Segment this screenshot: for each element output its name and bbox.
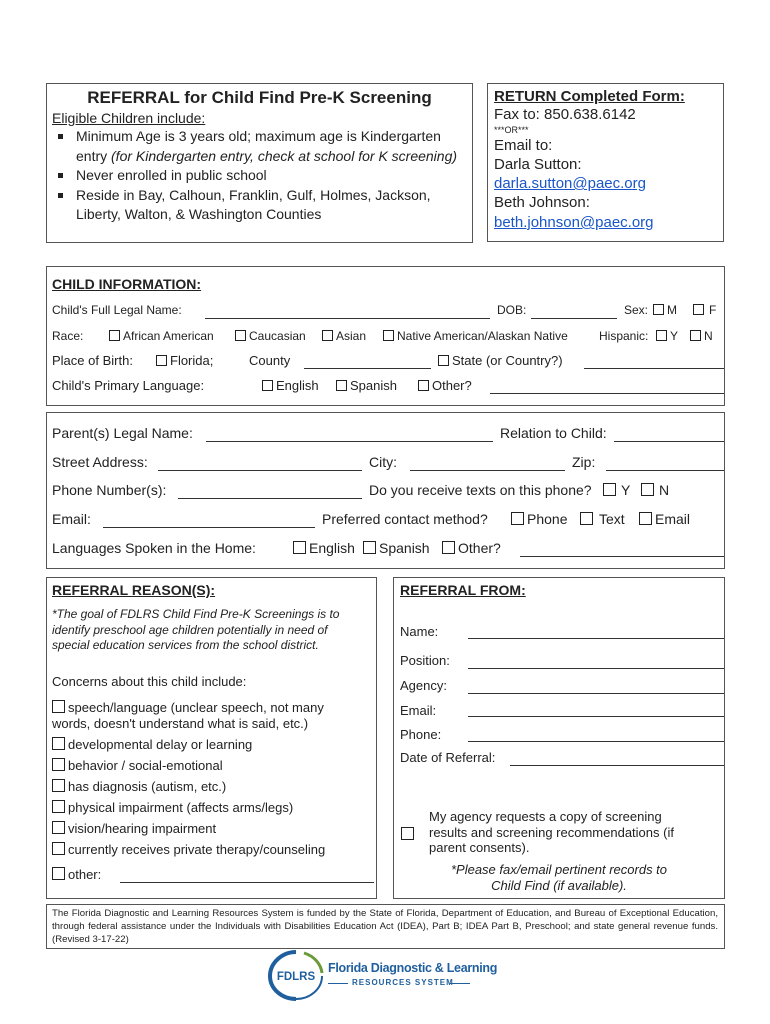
eligibility-item: Minimum Age is 3 years old; maximum age is Kindergarten entry (for Kindergarten entry, check at school for K screening) bbox=[52, 127, 470, 166]
pref-email-option[interactable]: Email bbox=[639, 511, 690, 527]
texts-y-checkbox[interactable] bbox=[603, 483, 616, 496]
from-date-label: Date of Referral: bbox=[400, 750, 496, 765]
zip-field[interactable] bbox=[606, 470, 724, 471]
fdlrs-logo bbox=[266, 949, 498, 1001]
or-separator: ***OR*** bbox=[494, 125, 529, 135]
email-label: Email: bbox=[52, 511, 91, 527]
home-english-option[interactable]: English bbox=[293, 540, 355, 556]
concern-checkbox[interactable] bbox=[52, 800, 65, 813]
concern-developmental[interactable]: developmental delay or learning bbox=[52, 737, 252, 752]
hispanic-y-option[interactable]: Y bbox=[656, 329, 678, 343]
phone-field[interactable] bbox=[178, 498, 362, 499]
lang-spanish-option[interactable]: Spanish bbox=[336, 378, 397, 393]
pref-phone-option[interactable]: Phone bbox=[511, 511, 567, 527]
texts-label: Do you receive texts on this phone? bbox=[369, 482, 592, 498]
concern-speech[interactable]: speech/language (unclear speech, not many words, doesn't understand what is said, etc.) bbox=[52, 700, 324, 731]
texts-y-option[interactable]: Y bbox=[603, 482, 630, 498]
primary-language-label: Child's Primary Language: bbox=[52, 378, 205, 393]
street-field[interactable] bbox=[158, 470, 362, 471]
copy-request-checkbox[interactable] bbox=[401, 827, 414, 840]
english-checkbox[interactable] bbox=[262, 380, 273, 391]
concern-behavior[interactable]: behavior / social-emotional bbox=[52, 758, 223, 773]
child-name-label: Child's Full Legal Name: bbox=[52, 303, 182, 317]
dob-field[interactable] bbox=[531, 318, 617, 319]
city-field[interactable] bbox=[410, 470, 565, 471]
logo-line1: Florida Diagnostic & Learning bbox=[328, 961, 498, 975]
from-position-field[interactable] bbox=[468, 668, 724, 669]
sex-f-option[interactable]: F bbox=[693, 303, 716, 317]
contact1-email-link[interactable]: darla.sutton@paec.org bbox=[494, 175, 646, 192]
eligibility-item: Reside in Bay, Calhoun, Franklin, Gulf, Holmes, Jackson, Liberty, Walton, & Washington Counties bbox=[52, 186, 470, 225]
concern-checkbox[interactable] bbox=[52, 867, 65, 880]
race-label: Race: bbox=[52, 329, 84, 343]
state-checkbox[interactable] bbox=[438, 355, 449, 366]
race-checkbox[interactable] bbox=[322, 330, 333, 341]
relation-label: Relation to Child: bbox=[500, 425, 607, 441]
sex-f-checkbox[interactable] bbox=[693, 304, 704, 315]
child-info-heading: CHILD INFORMATION: bbox=[52, 276, 202, 292]
concern-vision-hearing[interactable]: vision/hearing impairment bbox=[52, 821, 216, 836]
concern-checkbox[interactable] bbox=[52, 758, 65, 771]
contact2-name: Beth Johnson: bbox=[494, 194, 590, 211]
hispanic-label: Hispanic: bbox=[599, 329, 649, 343]
from-email-label: Email: bbox=[400, 703, 437, 718]
state-field[interactable] bbox=[584, 368, 724, 369]
from-date-field[interactable] bbox=[510, 765, 724, 766]
from-position-label: Position: bbox=[400, 653, 450, 668]
parent-name-label: Parent(s) Legal Name: bbox=[52, 425, 193, 441]
texts-n-option[interactable]: N bbox=[641, 482, 669, 498]
race-option-native-american[interactable]: Native American/Alaskan Native bbox=[383, 329, 568, 343]
logo-rule-left bbox=[328, 983, 348, 984]
sex-label: Sex: bbox=[624, 303, 649, 317]
pref-phone-checkbox[interactable] bbox=[511, 512, 524, 525]
zip-label: Zip: bbox=[572, 454, 596, 470]
from-email-field[interactable] bbox=[468, 716, 724, 717]
other-concern-field[interactable] bbox=[120, 882, 374, 883]
logo-rule-right bbox=[450, 983, 470, 984]
pref-text-option[interactable]: Text bbox=[580, 511, 625, 527]
fdlrs-logo-mark-icon bbox=[266, 949, 326, 1001]
eligible-heading: Eligible Children include: bbox=[52, 110, 206, 126]
sex-m-option[interactable]: M bbox=[653, 303, 677, 317]
from-phone-label: Phone: bbox=[400, 727, 442, 742]
concern-checkbox[interactable] bbox=[52, 700, 65, 713]
concern-diagnosis[interactable]: has diagnosis (autism, etc.) bbox=[52, 779, 226, 794]
reason-goal: *The goal of FDLRS Child Find Pre-K Screenings is to identify preschool age children potentially in need of special education services from the school district. bbox=[52, 607, 340, 652]
return-heading: RETURN Completed Form: bbox=[494, 88, 685, 105]
from-heading: REFERRAL FROM: bbox=[400, 582, 526, 598]
concern-checkbox[interactable] bbox=[52, 779, 65, 792]
concern-therapy[interactable]: currently receives private therapy/counseling bbox=[52, 842, 325, 857]
city-label: City: bbox=[369, 454, 397, 470]
eligibility-item: Never enrolled in public school bbox=[52, 166, 470, 186]
birth-florida-option[interactable]: Florida; bbox=[156, 353, 213, 368]
concern-physical[interactable]: physical impairment (affects arms/legs) bbox=[52, 800, 293, 815]
relation-field[interactable] bbox=[614, 441, 724, 442]
race-option-african-american[interactable]: African American bbox=[109, 329, 214, 343]
contact1-name: Darla Sutton: bbox=[494, 156, 582, 173]
home-other-option[interactable]: Other? bbox=[442, 540, 501, 556]
concern-checkbox[interactable] bbox=[52, 821, 65, 834]
texts-n-checkbox[interactable] bbox=[641, 483, 654, 496]
form-title: REFERRAL for Child Find Pre-K Screening bbox=[87, 88, 432, 107]
concern-checkbox[interactable] bbox=[52, 842, 65, 855]
race-option-caucasian[interactable]: Caucasian bbox=[235, 329, 306, 343]
hispanic-y-checkbox[interactable] bbox=[656, 330, 667, 341]
county-field[interactable] bbox=[304, 368, 431, 369]
funding-statement: The Florida Diagnostic and Learning Resources System is funded by the State of Florida, Department of Education, and Bureau of Exceptional Education, through federal assistance under the Individuals with Disabilities Education Act (IDEA), Part B; IDEA Part B, Preschool; and state general revenue funds. (Revised 3-17-22) bbox=[52, 908, 718, 945]
street-label: Street Address: bbox=[52, 454, 148, 470]
race-option-asian[interactable]: Asian bbox=[322, 329, 366, 343]
from-name-field[interactable] bbox=[468, 638, 724, 639]
email-to-label: Email to: bbox=[494, 137, 553, 154]
from-name-label: Name: bbox=[400, 624, 439, 639]
concern-checkbox[interactable] bbox=[52, 737, 65, 750]
from-agency-label: Agency: bbox=[400, 678, 447, 693]
home-other-checkbox[interactable] bbox=[442, 541, 455, 554]
hispanic-n-option[interactable]: N bbox=[690, 329, 713, 343]
child-name-field[interactable] bbox=[205, 318, 490, 319]
lang-other-option[interactable]: Other? bbox=[418, 378, 472, 393]
birth-label: Place of Birth: bbox=[52, 353, 133, 368]
fax-number: Fax to: 850.638.6142 bbox=[494, 106, 636, 123]
hispanic-n-checkbox[interactable] bbox=[690, 330, 701, 341]
race-checkbox[interactable] bbox=[235, 330, 246, 341]
reason-heading: REFERRAL REASON(S): bbox=[52, 582, 216, 598]
concerns-label: Concerns about this child include: bbox=[52, 674, 247, 689]
contact2-email-link[interactable]: beth.johnson@paec.org bbox=[494, 214, 654, 231]
from-agency-field[interactable] bbox=[468, 693, 724, 694]
email-field[interactable] bbox=[103, 527, 315, 528]
home-spanish-option[interactable]: Spanish bbox=[363, 540, 430, 556]
home-spanish-checkbox[interactable] bbox=[363, 541, 376, 554]
home-languages-label: Languages Spoken in the Home: bbox=[52, 540, 256, 556]
pref-text-checkbox[interactable] bbox=[580, 512, 593, 525]
florida-checkbox[interactable] bbox=[156, 355, 167, 366]
spanish-checkbox[interactable] bbox=[336, 380, 347, 391]
lang-english-option[interactable]: English bbox=[262, 378, 319, 393]
phone-label: Phone Number(s): bbox=[52, 482, 167, 498]
race-checkbox[interactable] bbox=[383, 330, 394, 341]
other-language-field[interactable] bbox=[490, 393, 724, 394]
birth-state-option[interactable]: State (or Country?) bbox=[438, 353, 563, 368]
home-english-checkbox[interactable] bbox=[293, 541, 306, 554]
svg-text:FDLRS: FDLRS bbox=[276, 971, 316, 983]
fax-note: *Please fax/email pertinent records to Child Find (if available). bbox=[450, 862, 668, 893]
from-phone-field[interactable] bbox=[468, 741, 724, 742]
home-other-field[interactable] bbox=[520, 556, 724, 557]
logo-line2: RESOURCES SYSTEM bbox=[352, 978, 454, 987]
concern-other[interactable]: other: bbox=[52, 867, 101, 882]
eligibility-list bbox=[52, 127, 470, 225]
pref-label: Preferred contact method? bbox=[322, 511, 488, 527]
race-checkbox[interactable] bbox=[109, 330, 120, 341]
other-checkbox[interactable] bbox=[418, 380, 429, 391]
birth-county-label: County bbox=[249, 353, 291, 368]
copy-request-text: My agency requests a copy of screening results and screening recommendations (if parent consents). bbox=[429, 809, 674, 855]
sex-m-checkbox[interactable] bbox=[653, 304, 664, 315]
dob-label: DOB: bbox=[497, 303, 527, 317]
parent-name-field[interactable] bbox=[206, 441, 493, 442]
pref-email-checkbox[interactable] bbox=[639, 512, 652, 525]
